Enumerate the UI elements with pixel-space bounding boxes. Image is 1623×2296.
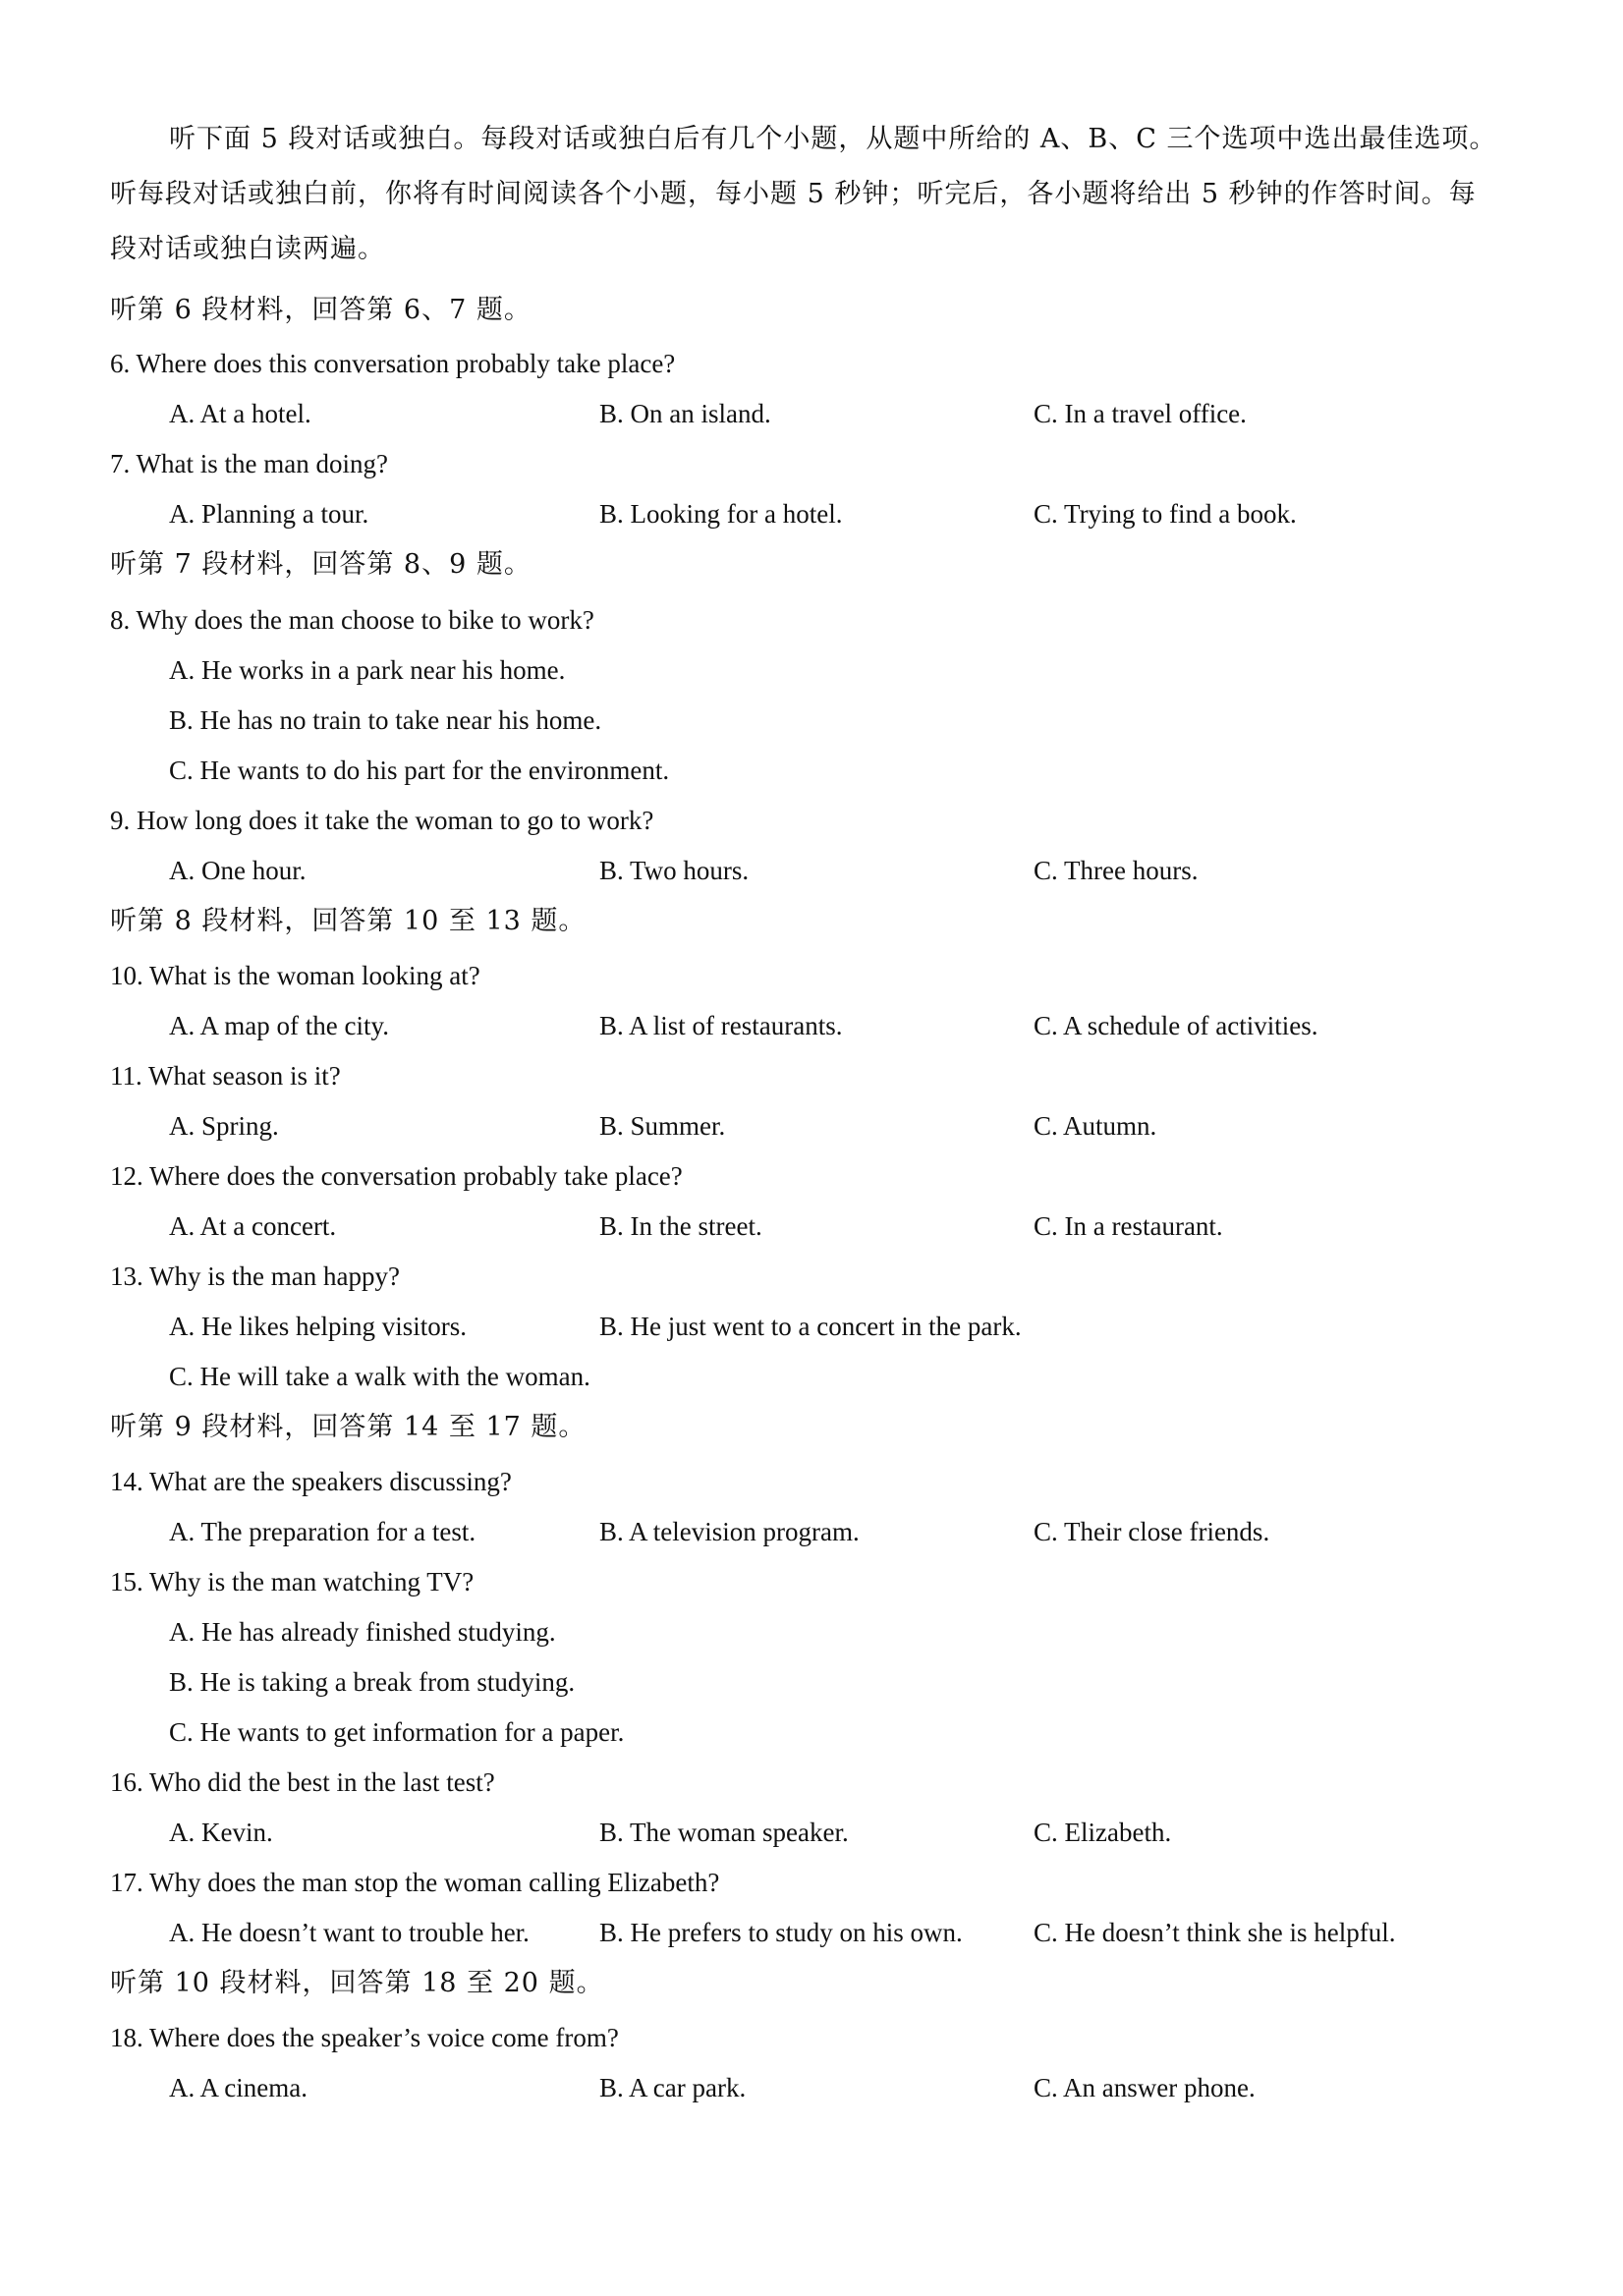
- question-17-option-b: B. He prefers to study on his own.: [599, 1918, 963, 1947]
- question-13-option-a: A. He likes helping visitors.: [169, 1312, 467, 1341]
- section-heading-8: 听第 8 段材料，回答第 10 至 13 题。: [110, 906, 587, 936]
- question-15-stem: 15. Why is the man watching TV?: [110, 1567, 475, 1596]
- question-14-option-b: B. A television program.: [599, 1517, 860, 1546]
- question-10-option-c: C. A schedule of activities.: [1034, 1011, 1318, 1040]
- question-15-option-c: C. He wants to get information for a paper.: [169, 1717, 625, 1747]
- question-17-option-a: A. He doesn’t want to trouble her.: [169, 1918, 530, 1947]
- question-16-stem: 16. Who did the best in the last test?: [110, 1767, 495, 1797]
- intro-line-2: 听每段对话或独白前，你将有时间阅读各个小题，每小题 5 秒钟；听完后，各小题将给出 5 秒钟的作答时间。每: [110, 179, 1477, 209]
- question-12-option-c: C. In a restaurant.: [1034, 1211, 1223, 1241]
- question-9-option-b: B. Two hours.: [599, 856, 750, 885]
- question-11-stem: 11. What season is it?: [110, 1061, 341, 1091]
- question-11-option-c: C. Autumn.: [1034, 1111, 1157, 1141]
- question-7-stem: 7. What is the man doing?: [110, 449, 388, 478]
- question-9-option-a: A. One hour.: [169, 856, 307, 885]
- question-18-option-a: A. A cinema.: [169, 2073, 308, 2102]
- question-11-option-b: B. Summer.: [599, 1111, 726, 1141]
- question-10-option-b: B. A list of restaurants.: [599, 1011, 843, 1040]
- question-18-option-b: B. A car park.: [599, 2073, 747, 2102]
- question-6-stem: 6. Where does this conversation probably take place?: [110, 349, 676, 378]
- intro-line-3: 段对话或独白读两遍。: [110, 234, 385, 264]
- question-6-option-b: B. On an island.: [599, 399, 771, 428]
- question-11-option-a: A. Spring.: [169, 1111, 279, 1141]
- question-13-stem: 13. Why is the man happy?: [110, 1261, 400, 1291]
- question-17-stem: 17. Why does the man stop the woman calling Elizabeth?: [110, 1868, 720, 1897]
- question-6-option-a: A. At a hotel.: [169, 399, 311, 428]
- question-18-option-c: C. An answer phone.: [1034, 2073, 1256, 2102]
- question-15-option-b: B. He is taking a break from studying.: [169, 1667, 576, 1697]
- question-10-stem: 10. What is the woman looking at?: [110, 961, 480, 990]
- question-16-option-c: C. Elizabeth.: [1034, 1818, 1172, 1847]
- question-18-stem: 18. Where does the speaker’s voice come from?: [110, 2023, 619, 2052]
- question-12-stem: 12. Where does the conversation probably take place?: [110, 1161, 683, 1191]
- question-7-option-b: B. Looking for a hotel.: [599, 499, 843, 529]
- question-9-stem: 9. How long does it take the woman to go to work?: [110, 806, 654, 835]
- question-13-option-c: C. He will take a walk with the woman.: [169, 1362, 590, 1391]
- question-14-option-a: A. The preparation for a test.: [169, 1517, 476, 1546]
- section-heading-9: 听第 9 段材料，回答第 14 至 17 题。: [110, 1412, 587, 1442]
- section-heading-6: 听第 6 段材料，回答第 6、7 题。: [110, 295, 532, 325]
- question-8-stem: 8. Why does the man choose to bike to work?: [110, 605, 594, 635]
- question-16-option-a: A. Kevin.: [169, 1818, 273, 1847]
- question-12-option-b: B. In the street.: [599, 1211, 762, 1241]
- question-10-option-a: A. A map of the city.: [169, 1011, 389, 1040]
- section-heading-10: 听第 10 段材料，回答第 18 至 20 题。: [110, 1968, 604, 1998]
- question-14-option-c: C. Their close friends.: [1034, 1517, 1270, 1546]
- section-heading-7: 听第 7 段材料，回答第 8、9 题。: [110, 549, 532, 580]
- question-17-option-c: C. He doesn’t think she is helpful.: [1034, 1918, 1396, 1947]
- question-8-option-b: B. He has no train to take near his home.: [169, 705, 602, 735]
- question-9-option-c: C. Three hours.: [1034, 856, 1199, 885]
- question-8-option-a: A. He works in a park near his home.: [169, 655, 566, 685]
- question-13-option-b: B. He just went to a concert in the park.: [599, 1312, 1022, 1341]
- question-6-option-c: C. In a travel office.: [1034, 399, 1247, 428]
- question-15-option-a: A. He has already finished studying.: [169, 1617, 556, 1647]
- intro-line-1: 听下面 5 段对话或独白。每段对话或独白后有几个小题，从题中所给的 A、B、C 三个选项中选出最佳选项。: [169, 124, 1497, 154]
- question-7-option-a: A. Planning a tour.: [169, 499, 369, 529]
- question-14-stem: 14. What are the speakers discussing?: [110, 1467, 512, 1496]
- question-7-option-c: C. Trying to find a book.: [1034, 499, 1297, 529]
- question-16-option-b: B. The woman speaker.: [599, 1818, 849, 1847]
- question-8-option-c: C. He wants to do his part for the environment.: [169, 756, 670, 785]
- question-12-option-a: A. At a concert.: [169, 1211, 337, 1241]
